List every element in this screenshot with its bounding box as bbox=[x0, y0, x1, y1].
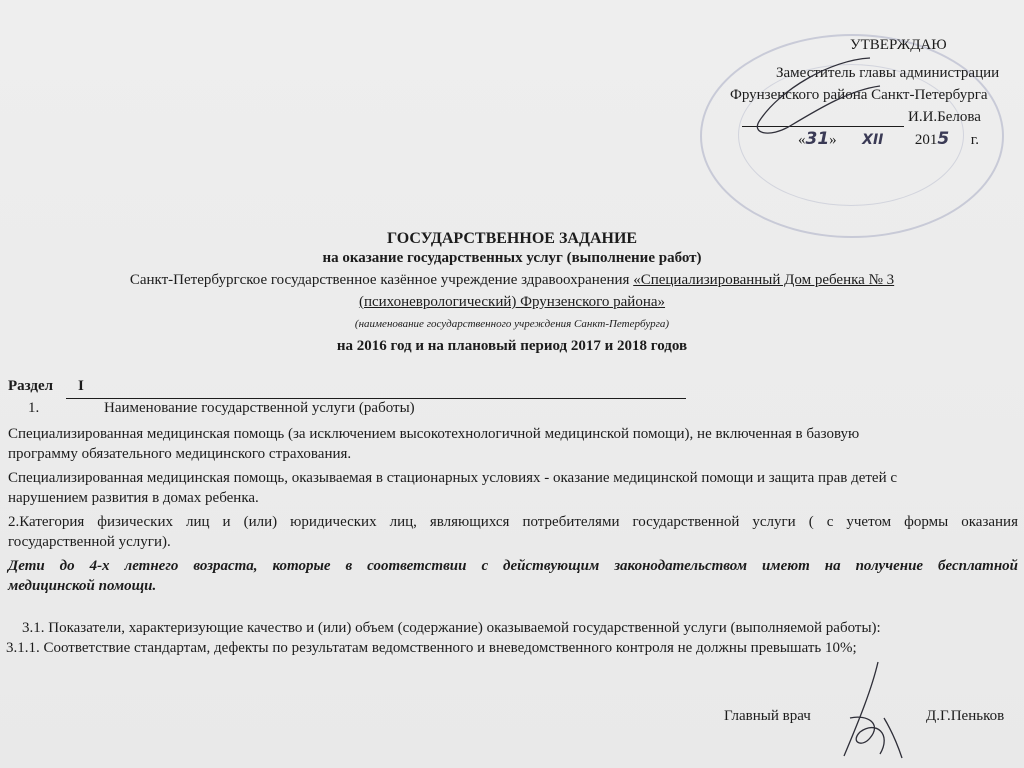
approval-date-unit: г. bbox=[970, 132, 979, 148]
approval-position-line2: Фрунзенского района Санкт-Петербурга bbox=[730, 87, 988, 103]
item2-line1: 2.Категория физических лиц и (или) юридических лиц, являющихся потребителями государственной услуги ( с учетом формы оказания bbox=[8, 514, 1018, 530]
document-subtitle: на оказание государственных услуг (выполнение работ) bbox=[322, 250, 702, 266]
service1-line2: программу обязательного медицинского страхования. bbox=[8, 446, 352, 462]
approval-position-line1: Заместитель главы администрации bbox=[776, 65, 1000, 81]
approval-signature-mark bbox=[720, 30, 980, 150]
section-underline bbox=[66, 398, 686, 399]
approval-date: «31» XII 2015 г. bbox=[798, 129, 979, 149]
footer-role: Главный врач bbox=[724, 708, 811, 724]
approval-signer: И.И.Белова bbox=[908, 109, 981, 125]
approval-heading: УТВЕРЖДАЮ bbox=[850, 37, 947, 53]
service1-line1: Специализированная медицинская помощь (за исключением высокотехнологичной медицинской помощи), не включенная в базовую bbox=[8, 426, 860, 442]
institution-name-part1: «Специализированный Дом ребенка № 3 bbox=[633, 272, 895, 288]
section-label: Раздел bbox=[8, 378, 54, 394]
planning-period: на 2016 год и на плановый период 2017 и 2018 годов bbox=[336, 338, 688, 354]
item-3-1: 3.1. Показатели, характеризующие качество и (или) объем (содержание) оказываемой государственной услуги (выполняемой работы): bbox=[22, 620, 881, 636]
section-number: I bbox=[78, 378, 84, 394]
item1-title: Наименование государственной услуги (работы) bbox=[104, 400, 415, 416]
item2-line2: государственной услуги). bbox=[8, 534, 171, 550]
category-line1: Дети до 4-х летнего возраста, которые в соответствии с действующим законодательством имеют на получение бесплатной bbox=[8, 558, 1018, 574]
approval-date-year-suffix: 5 bbox=[937, 129, 950, 149]
approval-date-year-prefix: 201 bbox=[914, 132, 938, 148]
service2-line1: Специализированная медицинская помощь, оказываемая в стационарных условиях - оказание медицинской помощи и защита прав детей с bbox=[8, 470, 898, 486]
approval-date-day: 31 bbox=[805, 129, 830, 149]
service2-line2: нарушением развития в домах ребенка. bbox=[8, 490, 259, 506]
institution-name-part2: (психоневрологический) Фрунзенского района» bbox=[358, 294, 666, 310]
approval-date-month: XII bbox=[862, 132, 884, 148]
institution-prefix: Санкт-Петербургское государственное казённое учреждение здравоохранения bbox=[129, 272, 634, 288]
footer-name: Д.Г.Пеньков bbox=[926, 708, 1005, 724]
item1-number: 1. bbox=[28, 400, 40, 416]
footer-signature-mark bbox=[820, 658, 940, 768]
category-line2: медицинской помощи. bbox=[8, 578, 157, 594]
institution-caption: (наименование государственного учреждения Санкт-Петербурга) bbox=[354, 318, 670, 330]
document-title: ГОСУДАРСТВЕННОЕ ЗАДАНИЕ bbox=[386, 230, 638, 247]
item-3-1-1: 3.1.1. Соответствие стандартам, дефекты по результатам ведомственного и вневедомственного контроля не должны превышать 10%; bbox=[6, 640, 857, 656]
institution-line bbox=[0, 272, 1024, 289]
